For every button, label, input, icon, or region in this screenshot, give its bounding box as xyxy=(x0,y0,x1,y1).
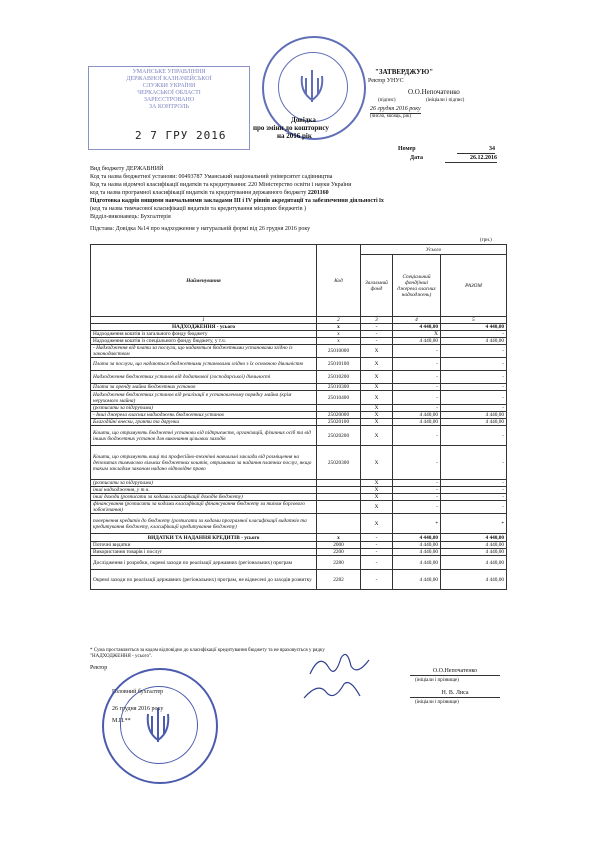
row-total: - xyxy=(441,501,507,514)
registration-stamp-line: ЗАРЕЄСТРОВАНО xyxy=(143,97,195,103)
rector-signature xyxy=(305,650,375,680)
registration-stamp-date: 2 7 ГРУ 2016 xyxy=(135,129,227,142)
registration-stamp-line: СЛУЖБИ УКРАЇНИ xyxy=(142,83,196,89)
table-header-row xyxy=(91,245,507,255)
row-general-fund: X xyxy=(361,446,393,480)
row-general-fund: X xyxy=(361,412,393,419)
row-name: Надходження коштів із спеціального фонду бюджету, у т.ч. xyxy=(91,338,317,345)
table-row xyxy=(91,371,507,384)
row-special-fund: - xyxy=(393,358,441,371)
table-row xyxy=(91,391,507,405)
registration-stamp-line: ДЕРЖАВНОЇ КАЗНАЧЕЙСЬКОЇ xyxy=(126,76,212,82)
row-general-fund: - xyxy=(361,556,393,570)
header-general-fund: Загальний фонд xyxy=(361,255,393,317)
table-row xyxy=(91,419,507,426)
university-seal xyxy=(102,668,218,784)
table-row xyxy=(91,324,507,331)
row-special-fund: 4 440,00 xyxy=(393,534,441,542)
table-row xyxy=(91,446,507,480)
header-name: Найменування xyxy=(91,245,317,317)
row-general-fund: X xyxy=(361,514,393,534)
row-general-fund: - xyxy=(361,331,393,338)
row-code xyxy=(317,501,361,514)
row-code: 25010300 xyxy=(317,384,361,391)
row-name: фінансування (розписати за кодами класифікації фінансування бюджету за типом боргового зобов'язання) xyxy=(91,501,317,514)
row-total: * xyxy=(441,514,507,534)
row-name: Надходження бюджетних установ від реалізації в установленому порядку майна (крім нерухомого майна) xyxy=(91,391,317,405)
approval-title: "ЗАТВЕРДЖУЮ" xyxy=(375,68,434,76)
row-special-fund: - xyxy=(393,391,441,405)
row-code xyxy=(317,405,361,412)
row-special-fund: 4 440,00 xyxy=(393,324,441,331)
row-general-fund: - xyxy=(361,324,393,331)
row-special-fund: - xyxy=(393,384,441,391)
registration-stamp-line: ЧЕРКАСЬКОЇ ОБЛАСТІ xyxy=(137,90,201,96)
table-row xyxy=(91,570,507,590)
row-general-fund: - xyxy=(361,549,393,556)
row-special-fund: 4 440,00 xyxy=(393,542,441,549)
row-special-fund: - xyxy=(393,405,441,412)
table-row xyxy=(91,494,507,501)
column-number: 2 xyxy=(317,317,361,324)
table-row xyxy=(91,534,507,542)
approval-date: 26 грудня 2016 року xyxy=(370,106,421,112)
table-row xyxy=(91,514,507,534)
table-row xyxy=(91,338,507,345)
rector-name: О.О.Непочатенко xyxy=(410,668,500,676)
row-special-fund: - xyxy=(393,345,441,358)
column-number: 3 xyxy=(361,317,393,324)
table-row xyxy=(91,501,507,514)
row-special-fund: - xyxy=(393,480,441,487)
row-general-fund: X xyxy=(361,501,393,514)
estimate-table-body xyxy=(91,245,507,590)
table-row xyxy=(91,487,507,494)
row-code: 25020000 xyxy=(317,412,361,419)
row-name: ВИДАТКИ ТА НАДАННЯ КРЕДИТІВ - усього xyxy=(91,534,317,542)
row-general-fund: X xyxy=(361,480,393,487)
department-line: Відділ-виконавець: Бухгалтерія xyxy=(90,214,171,220)
row-special-fund: - xyxy=(393,371,441,384)
row-total: 4 440,00 xyxy=(441,419,507,426)
row-code: 25010200 xyxy=(317,371,361,384)
table-row xyxy=(91,405,507,412)
accountant-name: Н. В. Лиса xyxy=(410,690,500,698)
row-special-fund: X xyxy=(393,331,441,338)
row-total: - xyxy=(441,358,507,371)
row-total: 4 440,00 xyxy=(441,324,507,331)
table-row xyxy=(91,345,507,358)
row-code: 25010400 xyxy=(317,391,361,405)
header-code: Код xyxy=(317,245,361,317)
row-general-fund: X xyxy=(361,371,393,384)
departmental-line: Код та назва відомчої класифікації видатків та кредитування: 220 Міністерство освіти і науки України xyxy=(90,182,352,188)
row-special-fund: 4 440,00 xyxy=(393,556,441,570)
row-name: (розписати за підгрупами) xyxy=(91,480,317,487)
header-sum: РАЗОМ xyxy=(441,255,507,317)
row-total: 4 440,00 xyxy=(441,542,507,549)
row-general-fund: X xyxy=(361,405,393,412)
row-code: x xyxy=(317,534,361,542)
header-special-fund: Спеціальний фонд(інші джерела власних надходжень) xyxy=(393,255,441,317)
row-code: x xyxy=(317,324,361,331)
row-code: 2282 xyxy=(317,570,361,590)
program-line xyxy=(90,190,329,197)
row-code: 2000 xyxy=(317,542,361,549)
row-name: (розписати за підгрупами) xyxy=(91,405,317,412)
row-special-fund: 4 440,00 xyxy=(393,338,441,345)
row-code: 2280 xyxy=(317,556,361,570)
number-value: 34 xyxy=(457,146,495,154)
row-general-fund: - xyxy=(361,570,393,590)
row-special-fund: - xyxy=(393,494,441,501)
column-number-row xyxy=(91,317,507,324)
row-total: - xyxy=(441,487,507,494)
signature-date: 26 грудня 2016 року xyxy=(112,706,164,712)
row-special-fund: - xyxy=(393,426,441,446)
approval-signature-caption: (підпис) xyxy=(378,98,396,103)
date-label: Дата xyxy=(410,155,423,161)
accountant-label: Головний бухгалтер xyxy=(112,689,164,695)
row-code: 2200 xyxy=(317,549,361,556)
registration-stamp-line: ЗА КОНТРОЛЬ xyxy=(149,104,189,110)
document-year: на 2016 рік xyxy=(277,132,312,140)
approval-initials-caption: (ініціали і підпис) xyxy=(426,98,465,103)
row-name: Використання товарів і послуг xyxy=(91,549,317,556)
column-number: 1 xyxy=(91,317,317,324)
column-number: 5 xyxy=(441,317,507,324)
table-row xyxy=(91,549,507,556)
row-special-fund: 4 440,00 xyxy=(393,419,441,426)
row-special-fund: - xyxy=(393,501,441,514)
row-name: Плата за оренду майна бюджетних установ xyxy=(91,384,317,391)
row-total: - xyxy=(441,371,507,384)
row-special-fund: 4 440,00 xyxy=(393,412,441,419)
table-row xyxy=(91,480,507,487)
row-total: - xyxy=(441,391,507,405)
row-special-fund: - xyxy=(393,446,441,480)
table-row xyxy=(91,384,507,391)
program-caption: код та назва програмної класифікації видатків та кредитування державного бюджету xyxy=(90,190,307,196)
row-general-fund: X xyxy=(361,384,393,391)
row-general-fund: X xyxy=(361,494,393,501)
row-general-fund: X xyxy=(361,391,393,405)
row-code xyxy=(317,487,361,494)
row-code: 25010000 xyxy=(317,345,361,358)
approval-signer: О.О.Непочатенко xyxy=(408,88,460,96)
row-general-fund: X xyxy=(361,419,393,426)
row-name: Дослідження і розробки, окремі заходи по реалізації державних (регіональних) програм xyxy=(91,556,317,570)
row-name: Надходження бюджетних установ від додаткової (господарської) діяльності xyxy=(91,371,317,384)
approval-position: Ректор УНУС xyxy=(368,78,404,84)
rector-name-caption: (ініціали і прізвище) xyxy=(415,678,459,683)
row-code: 25020200 xyxy=(317,426,361,446)
estimate-table xyxy=(90,244,507,590)
trident-icon xyxy=(102,668,214,780)
number-label: Номер xyxy=(398,146,416,152)
table-row xyxy=(91,542,507,549)
row-special-fund: - xyxy=(393,487,441,494)
row-special-fund: 4 440,00 xyxy=(393,549,441,556)
header-total-group: Усього xyxy=(361,245,507,255)
row-name: інші доходи (розписати за кодами класифікації доходів бюджету) xyxy=(91,494,317,501)
row-total: - xyxy=(441,384,507,391)
row-code xyxy=(317,514,361,534)
row-total: - xyxy=(441,331,507,338)
document-title: Довідка xyxy=(291,116,316,124)
row-code xyxy=(317,480,361,487)
row-name: Надходження коштів із загального фонду бюджету xyxy=(91,331,317,338)
program-code: 2201160 xyxy=(307,190,329,196)
row-special-fund: * xyxy=(393,514,441,534)
row-name: інші надходження, у т.ч. xyxy=(91,487,317,494)
table-row xyxy=(91,426,507,446)
row-general-fund: - xyxy=(361,534,393,542)
table-row xyxy=(91,331,507,338)
row-special-fund: 4 440,00 xyxy=(393,570,441,590)
date-value: 26.12.2016 xyxy=(445,155,497,163)
row-total: 4 440,00 xyxy=(441,412,507,419)
row-total: - xyxy=(441,446,507,480)
table-row xyxy=(91,412,507,419)
row-general-fund: X xyxy=(361,345,393,358)
row-general-fund: - xyxy=(361,338,393,345)
institution-line: Код та назва бюджетної установи: 00493787 Уманський національний університет садівництва xyxy=(90,174,333,180)
row-name: Кошти, що отримують бюджетні установи від підприємств, організацій, фізичних осіб та від інших бюджетних установ для виконання цільових заходів xyxy=(91,426,317,446)
row-code: 25020300 xyxy=(317,446,361,480)
row-name: Кошти, що отримують вищі та професійно-технічні навчальні заклади від розміщення на депозитах тимчасово вільних бюджетних коштів, отриманих за надання платних послуг, якщо таким закладам законом надано відповідне право xyxy=(91,446,317,480)
accountant-signature xyxy=(300,678,370,706)
row-code: x xyxy=(317,331,361,338)
budget-type: Вид бюджету ДЕРЖАВНИЙ xyxy=(90,166,164,172)
row-name: Плата за послуги, що надаються бюджетними установами згідно з їх основною діяльністю xyxy=(91,358,317,371)
rector-label: Ректор xyxy=(90,665,108,671)
row-total: 4 440,00 xyxy=(441,338,507,345)
basis-line: Підстава: Довідка №14 про надходження у натуральній формі від 26 грудня 2016 року xyxy=(90,226,311,232)
row-general-fund: X xyxy=(361,358,393,371)
mp-mark: М.П.** xyxy=(112,718,131,724)
row-code: 25020100 xyxy=(317,419,361,426)
row-name: - Надходження від плати за послуги, що надаються бюджетними установами згідно із законодавством xyxy=(91,345,317,358)
row-name: - Інші джерела власних надходжень бюджетних установ xyxy=(91,412,317,419)
temp-classification: (код та назва тимчасової класифікації видатків та кредитування місцевих бюджетів ) xyxy=(90,206,307,212)
table-row xyxy=(91,556,507,570)
row-total: - xyxy=(441,405,507,412)
registration-stamp-line: УМАНСЬКЕ УПРАВЛІННЯ xyxy=(132,69,206,75)
approval-date-caption: (число, місяць, рік) xyxy=(370,114,412,119)
row-general-fund: X xyxy=(361,487,393,494)
table-row xyxy=(91,358,507,371)
currency-note: (грн.) xyxy=(480,238,492,243)
document-subtitle: про зміни до кошторису xyxy=(253,124,329,132)
row-code xyxy=(317,494,361,501)
row-total: - xyxy=(441,494,507,501)
row-name: Поточні видатки xyxy=(91,542,317,549)
column-number: 4 xyxy=(393,317,441,324)
row-general-fund: X xyxy=(361,426,393,446)
row-total: 4 440,00 xyxy=(441,549,507,556)
row-name: НАДХОДЖЕННЯ - усього xyxy=(91,324,317,331)
row-total: 4 440,00 xyxy=(441,570,507,590)
row-total: 4 440,00 xyxy=(441,534,507,542)
row-name: Окремі заходи по реалізації державних (регіональних) програм, не віднесені до заходів розвитку xyxy=(91,570,317,590)
row-total: - xyxy=(441,345,507,358)
row-general-fund: - xyxy=(361,542,393,549)
program-name: Підготовка кадрів вищими навчальними закладами ІІІ і IV рівнів акредитації та забезпечення діяльності їх xyxy=(90,198,384,204)
footnote: * Сума проставляється за кодом відповідно до класифікації кредитування бюджету та не враховується у рядку "НАДХОДЖЕННЯ - усього". xyxy=(90,648,325,659)
row-total: 4 440,00 xyxy=(441,556,507,570)
row-total: - xyxy=(441,480,507,487)
row-name: Благодійні внески, гранти та дарунки xyxy=(91,419,317,426)
accountant-name-caption: (ініціали і прізвище) xyxy=(415,700,459,705)
row-total: - xyxy=(441,426,507,446)
row-code: x xyxy=(317,338,361,345)
row-name: повернення кредитів до бюджету (розписати за кодами програмної класифікації видатків та кредитування бюджету, класифікації кредитування бюджету) xyxy=(91,514,317,534)
row-code: 25010100 xyxy=(317,358,361,371)
